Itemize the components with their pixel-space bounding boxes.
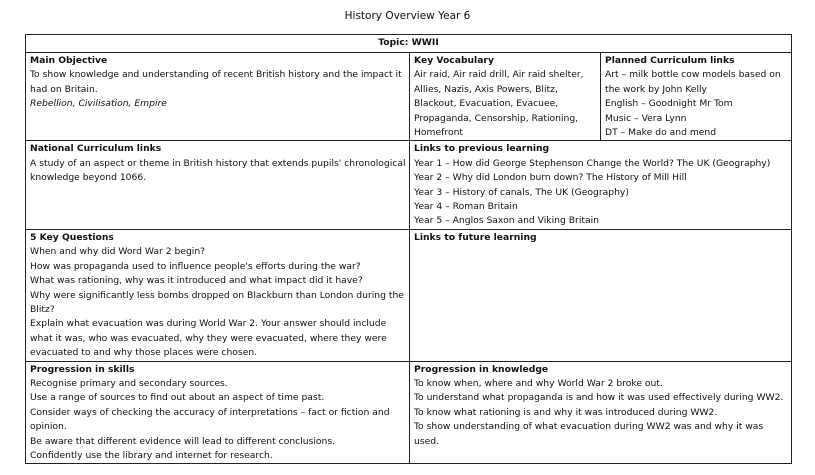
progression-row bbox=[26, 361, 792, 464]
progression-knowledge-item: To know when, where and why World War 2 broke out. bbox=[414, 377, 663, 389]
previous-learning-item: Year 3 – History of canals, The UK (Geography) bbox=[414, 186, 629, 198]
key-question-item: What was rationing, why was it introduced and what impact did it have? bbox=[30, 275, 363, 287]
topic-heading: Topic: WWII bbox=[26, 35, 792, 53]
main-objective-text: To show knowledge and understanding of recent British history and the impact it had on Britain. bbox=[30, 69, 402, 95]
questions-row bbox=[26, 229, 792, 361]
future-learning-heading: Links to future learning bbox=[414, 231, 537, 243]
planned-link-item: English – Goodnight Mr Tom bbox=[605, 98, 733, 110]
objective-row bbox=[26, 53, 792, 141]
key-question-item: When and why did Word War 2 begin? bbox=[30, 246, 206, 258]
previous-learning-item: Year 1 – How did George Stephenson Change the World? The UK (Geography) bbox=[414, 157, 771, 169]
planned-links-heading: Planned Curriculum links bbox=[605, 55, 735, 66]
future-learning-cell bbox=[410, 229, 792, 361]
key-question-item: How was propaganda used to influence people's efforts during the war? bbox=[30, 260, 361, 272]
progression-knowledge-item: To show understanding of what evacuation during WW2 was and why it was used. bbox=[414, 421, 764, 447]
progression-knowledge-heading: Progression in knowledge bbox=[414, 363, 549, 375]
planned-link-item: DT – Make do and mend bbox=[605, 127, 717, 139]
previous-learning-heading: Links to previous learning bbox=[414, 143, 550, 155]
planned-link-item: Art – milk bottle cow models based on the work by John Kelly bbox=[605, 69, 781, 95]
key-question-item: Why were significantly less bombs dropped on Blackburn than London during the Blitz? bbox=[30, 289, 404, 315]
topic-row bbox=[26, 35, 792, 53]
document-title: History Overview Year 6 bbox=[344, 10, 471, 22]
previous-learning-item: Year 4 – Roman Britain bbox=[414, 201, 518, 213]
progression-skill-item: Consider ways of checking the accuracy of interpretations – fact or fiction and opinion. bbox=[30, 406, 390, 433]
key-vocabulary-cell bbox=[410, 53, 601, 141]
key-vocabulary-heading: Key Vocabulary bbox=[414, 55, 494, 66]
progression-skills-heading: Progression in skills bbox=[30, 363, 135, 375]
progression-knowledge-item: To understand what propaganda is and how it was used effectively during WW2. bbox=[414, 392, 784, 404]
progression-knowledge-cell bbox=[410, 361, 792, 464]
key-questions-cell bbox=[26, 229, 410, 361]
progression-skill-item: Be aware that different evidence will lead to different conclusions. bbox=[30, 435, 336, 447]
key-vocabulary-text: Air raid, Air raid drill, Air raid shelter, Allies, Nazis, Axis Powers, Blitz, Blackout, Evacuation, Evacuee, Propaganda, Censorship, Rationing, Homefront bbox=[414, 69, 584, 139]
progression-skills-cell bbox=[26, 361, 410, 464]
progression-skill-item: Confidently use the library and internet for research. bbox=[30, 449, 273, 461]
overview-table bbox=[25, 34, 792, 464]
progression-knowledge-item: To know what rationing is and why it was introduced during WW2. bbox=[414, 406, 718, 418]
national-curriculum-cell bbox=[26, 141, 410, 229]
planned-links-cell bbox=[601, 53, 792, 141]
key-question-item: Explain what evacuation was during World War 2. Your answer should include what it was, who was evacuated, why they were evacuated, where they were evacuated to and why those places were chosen. bbox=[30, 318, 387, 359]
previous-learning-item: Year 2 – Why did London burn down? The History of Mill Hill bbox=[414, 172, 687, 184]
planned-link-item: Music – Vera Lynn bbox=[605, 112, 687, 124]
main-objective-cell bbox=[26, 53, 410, 141]
progression-skill-item: Use a range of sources to find out about an aspect of time past. bbox=[30, 392, 325, 404]
previous-learning-cell bbox=[410, 141, 792, 229]
previous-learning-item: Year 5 – Anglos Saxon and Viking Britain bbox=[414, 215, 599, 227]
curriculum-row bbox=[26, 141, 792, 229]
national-curriculum-text: A study of an aspect or theme in British history that extends pupils' chronological knowledge beyond 1066. bbox=[30, 157, 406, 184]
national-curriculum-heading: National Curriculum links bbox=[30, 143, 162, 155]
progression-skill-item: Recognise primary and secondary sources. bbox=[30, 377, 228, 389]
main-objective-heading: Main Objective bbox=[30, 55, 108, 66]
main-objective-themes: Rebellion, Civilisation, Empire bbox=[30, 98, 167, 110]
key-questions-heading: 5 Key Questions bbox=[30, 231, 114, 243]
